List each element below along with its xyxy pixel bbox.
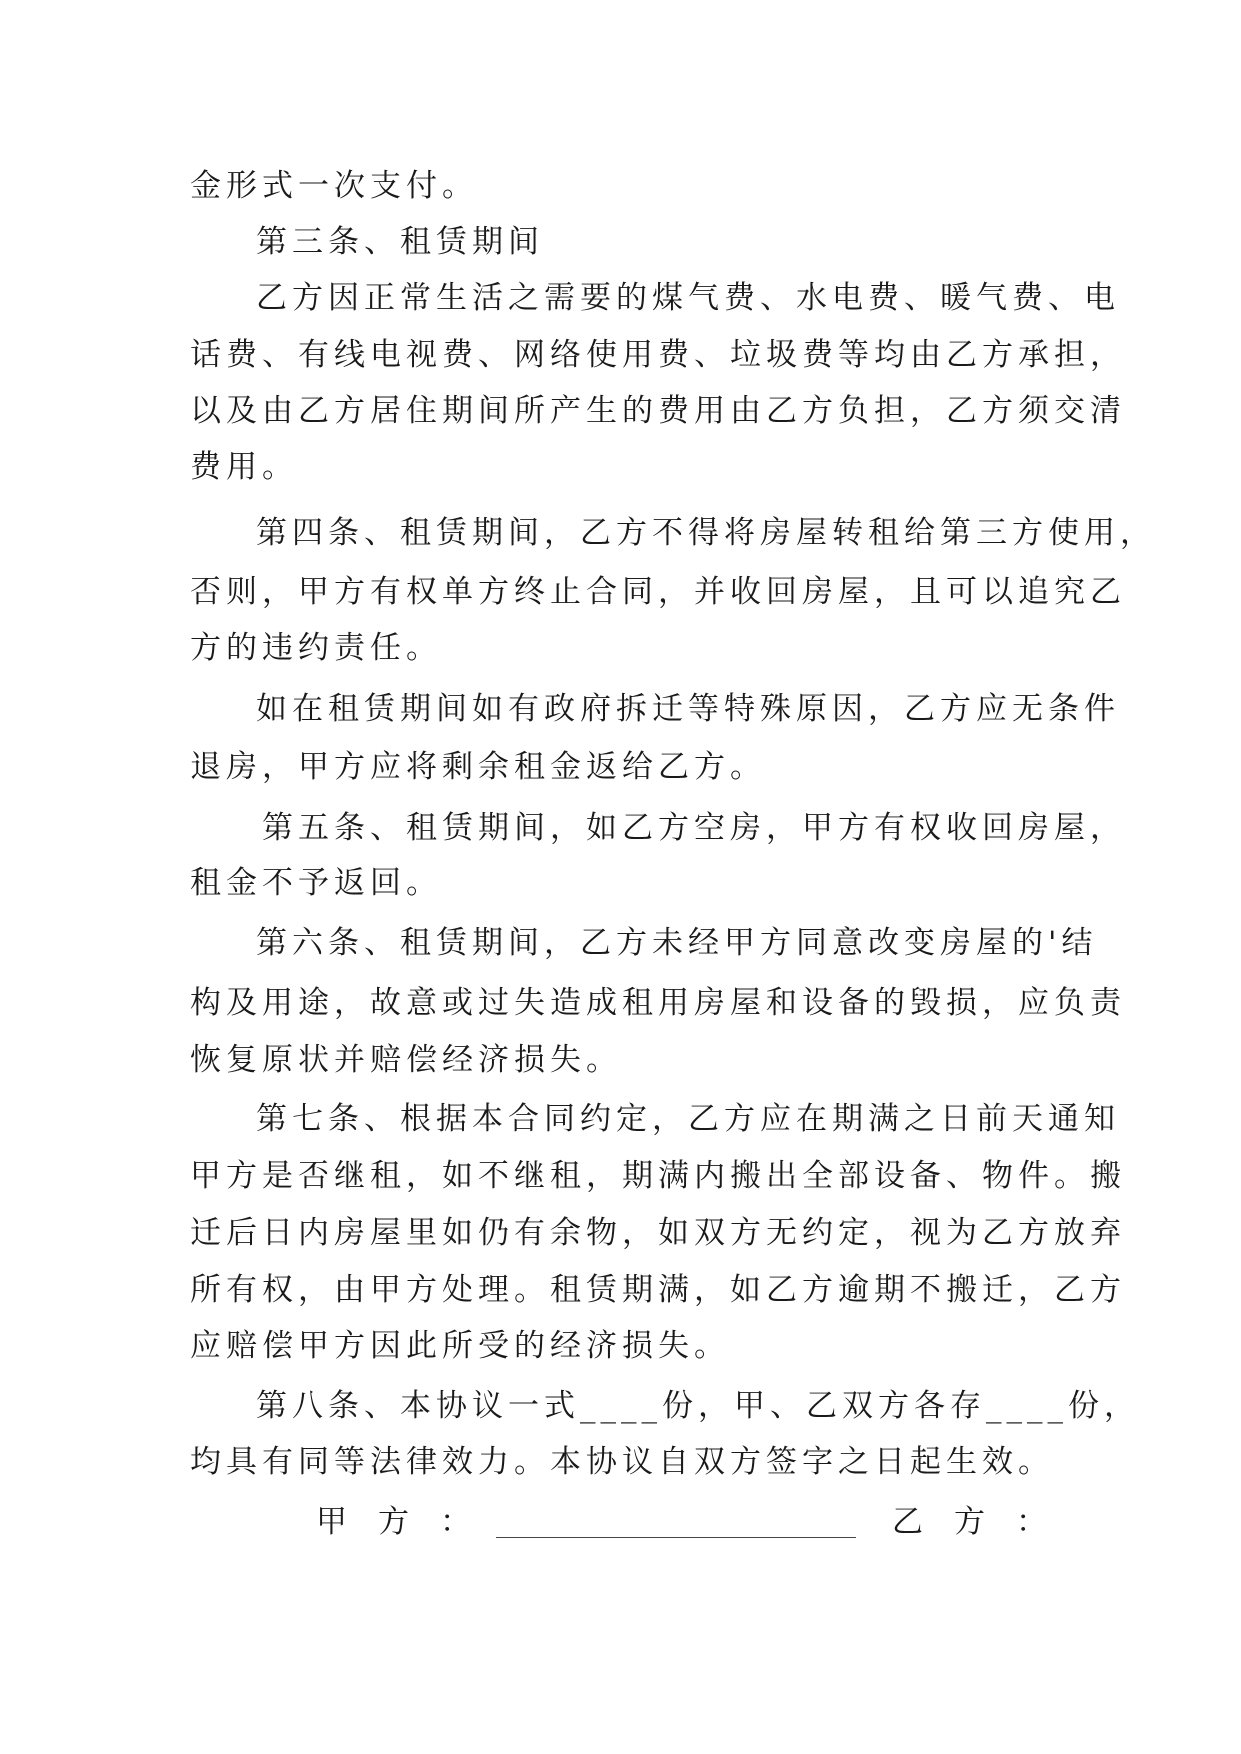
text-line: 金形式一次支付。: [190, 168, 478, 204]
text-line: 迁后日内房屋里如仍有余物，如双方无约定，视为乙方放弃: [190, 1215, 1126, 1251]
text-line: 第四条、租赁期间，乙方不得将房屋转租给第三方使用，: [256, 515, 1156, 551]
text-line: 以及由乙方居住期间所产生的费用由乙方负担，乙方须交清: [190, 393, 1126, 429]
text-line: 方的违约责任。: [190, 630, 442, 666]
text-line: 第六条、租赁期间，乙方未经甲方同意改变房屋的'结: [256, 925, 1098, 961]
text-line: 第七条、根据本合同约定，乙方应在期满之日前天通知: [256, 1101, 1120, 1137]
text-line: 所有权，由甲方处理。租赁期满，如乙方逾期不搬迁，乙方: [190, 1272, 1126, 1308]
text-line: 如在租赁期间如有政府拆迁等特殊原因，乙方应无条件: [256, 691, 1120, 727]
text-line: 构及用途，故意或过失造成租用房屋和设备的毁损，应负责: [190, 985, 1126, 1021]
section-heading: 第三条、租赁期间: [256, 224, 544, 260]
text-line: 第八条、本协议一式____份，甲、乙双方各存____份，: [256, 1388, 1140, 1424]
text-line: 应赔偿甲方因此所受的经济损失。: [190, 1328, 730, 1364]
text-line: 退房，甲方应将剩余租金返给乙方。: [190, 749, 766, 785]
text-line: 租金不予返回。: [190, 865, 442, 901]
text-line: 话费、有线电视费、网络使用费、垃圾费等均由乙方承担，: [190, 337, 1126, 373]
text-line: 乙方因正常生活之需要的煤气费、水电费、暖气费、电: [256, 280, 1120, 316]
text-line: 费用。: [190, 449, 298, 485]
text-line: 否则，甲方有权单方终止合同，并收回房屋，且可以追究乙: [190, 574, 1126, 610]
party-a-label: 甲 方 ：: [316, 1504, 471, 1540]
party-b-label: 乙 方 ：: [892, 1504, 1047, 1540]
text-line: 均具有同等法律效力。本协议自双方签字之日起生效。: [190, 1444, 1054, 1480]
party-a-signature-line: [496, 1537, 856, 1538]
text-line: 第五条、租赁期间，如乙方空房，甲方有权收回房屋，: [262, 810, 1126, 846]
text-line: 甲方是否继租，如不继租，期满内搬出全部设备、物件。搬: [190, 1158, 1126, 1194]
text-line: 恢复原状并赔偿经济损失。: [190, 1042, 622, 1078]
